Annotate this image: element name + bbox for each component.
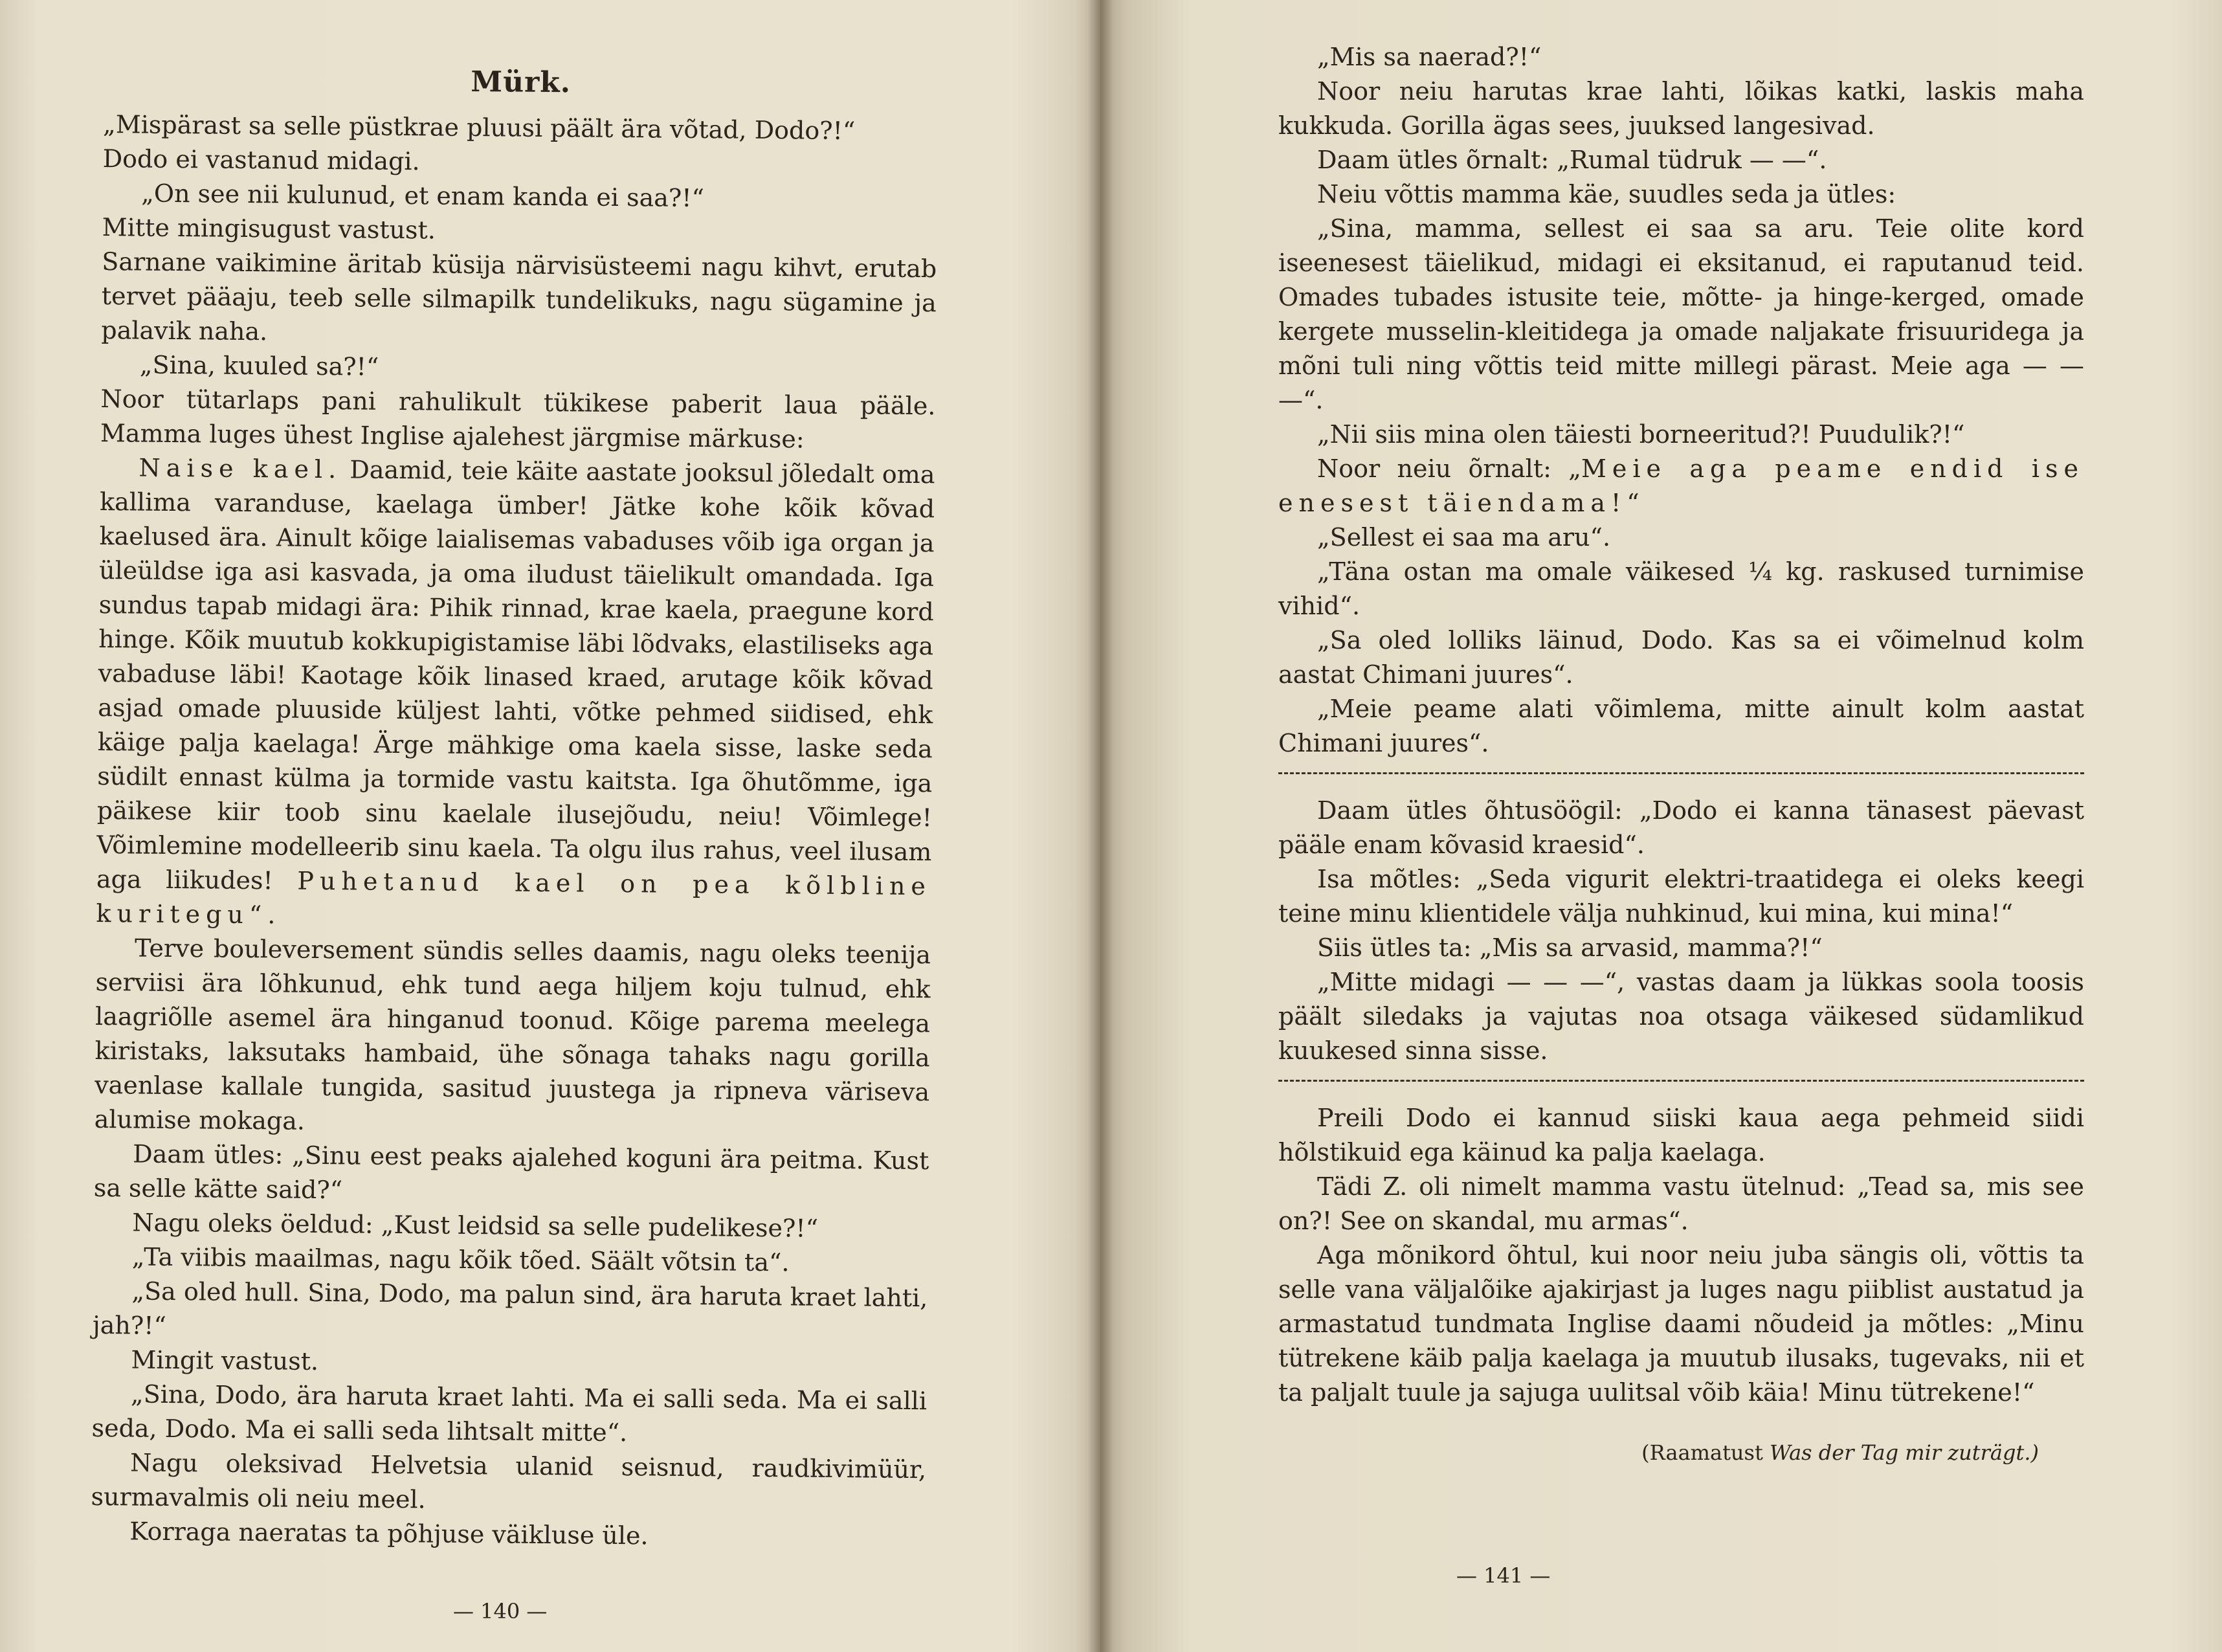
left-text-column — [91, 61, 939, 1556]
source-prefix: (Raamatust — [1641, 1440, 1763, 1465]
paragraph: „Sa oled hull. Sina, Dodo, ma palun sind, ära haruta kraet lahti, jah?!“ — [92, 1277, 928, 1340]
source-title: Was der Tag mir zuträgt.) — [1769, 1440, 2039, 1465]
dashed-separator — [1278, 772, 2084, 774]
paragraph: Mitte mingisugust vastust. — [102, 212, 436, 245]
source-citation — [1278, 1436, 2084, 1470]
left-page — [0, 0, 1100, 1652]
book-gutter — [1087, 0, 1113, 1652]
paragraph: „Nii siis mina olen täiesti borneeritud?! Puudulik?!“ — [1317, 420, 1965, 449]
paragraph: „Sina, Dodo, ära haruta kraet lahti. Ma ei salli seda. Ma ei salli seda, Dodo. Ma ei salli seda lihtsalt mitte“. — [91, 1379, 928, 1447]
paragraph: Mingit vastust. — [131, 1345, 319, 1376]
paragraph: „Sa oled lolliks läinud, Dodo. Kas sa ei võimelnud kolm aastat Chimani juures“. — [1278, 626, 2084, 689]
notice-body: Daamid, teie käite aastate jooksul jõledalt oma kallima varanduse, kaelaga ümber! Jätke kohe kõik kõvad kaelused ära. Ainult kõige laialisemas vabaduses võib iga organ ja üleüldse iga asi kasvada, ja oma iludust täielikult omandada. Iga sundus tapab midagi ära: Pihik rinnad, krae kaela, praegune kord hinge. Kõik muutub kokkupigistamise läbi lõdvaks, elastiliseks aga vabaduse läbi! Kaotage kõik linased kraed, arutage kõik kõvad asjad omade pluuside küljest lahti, võtke pehmed siidised, ehk käige palja kaelaga! Ärge mähkige oma kaela sisse, laske seda südilt ennast külma ja tormide vastu kaitsta. Iga õhutõmme, iga päikese kiir toob sinu kaelale ilusejõudu, neiu! Võimlege! Võimlemine modelleerib sinu kaela. Ta olgu ilus rahus, veel ilusam aga liikudes! — [96, 455, 935, 895]
text-prefix: Noor neiu õrnalt: „ — [1317, 454, 1581, 483]
paragraph: Noor tütarlaps pani rahulikult tükikese paberit laua pääle. Mamma luges ühest Inglise ajalehest järgmise märkuse: — [100, 384, 936, 454]
paragraph: „Mispärast sa selle püstkrae pluusi päält ära võtad, Dodo?!“ — [102, 109, 856, 146]
paragraph: Tädi Z. oli nimelt mamma vastu ütelnud: „Tead sa, mis see on?! See on skandal, mu armas“. — [1278, 1172, 2084, 1235]
paragraph: Siis ütles ta: „Mis sa arvasid, mamma?!“ — [1317, 933, 1823, 962]
paragraph: „Mitte midagi — — —“, vastas daam ja lükkas soola toosis päält siledaks ja vajutas noa otsaga väikesed südamlikud kuukesed sinna sisse. — [1278, 968, 2084, 1065]
paragraph: „Sina, kuuled sa?!“ — [139, 350, 379, 381]
paragraph: Sarnane vaikimine äritab küsija närvisüsteemi nagu kihvt, erutab tervet pääaju, teeb selle silmapilk tundelikuks, nagu sügamine ja palavik naha. — [101, 247, 937, 346]
newspaper-notice — [96, 451, 935, 938]
paragraph: „Sellest ei saa ma aru“. — [1317, 523, 1611, 552]
notice-ending: Puhetanud kael on pea kõlbline kuritegu“. — [96, 866, 932, 930]
paragraph: „On see nii kulunud, et enam kanda ei saa?!“ — [141, 179, 705, 213]
paragraph: Korraga naeratas ta põhjuse väikluse üle. — [129, 1517, 649, 1550]
right-text-column — [1278, 40, 2084, 1470]
paragraph: Nagu oleks öeldud: „Kust leidsid sa selle pudelikese?!“ — [132, 1208, 819, 1243]
spaced-text: Meie aga peame endid ise enesest täiendama! — [1278, 454, 2084, 517]
paragraph: Terve bouleversement sündis selles daamis, nagu oleks teenija serviisi ära lõhkunud, ehk tund aega hiljem koju tulnud, ehk laagriõlle asemel ära hinganud toonud. Kõige parema meelega kiristaks, laksutaks hambaid, ühe sõnaga tahaks nagu gorilla vaenlase kallale tungida, sasitud juustega ja ripneva väriseva alumise mokaga. — [94, 933, 931, 1135]
paragraph: Daam ütles õhtusöögil: „Dodo ei kanna tänasest päevast pääle enam kõvasid kraesid“. — [1278, 796, 2084, 859]
dashed-separator — [1278, 1080, 2084, 1082]
paragraph: „Mis sa naerad?!“ — [1317, 43, 1542, 71]
paragraph: Isa mõtles: „Seda vigurit elektri-traatidega ei oleks keegi teine minu klientidele välja nuhkinud, kui mina, kui mina!“ — [1278, 865, 2084, 928]
paragraph: „Täna ostan ma omale väikesed ¼ kg. raskused turnimise vihid“. — [1278, 557, 2084, 620]
paragraph: Neiu võttis mamma käe, suudles seda ja ütles: — [1317, 180, 1896, 208]
paragraph: Dodo ei vastanud midagi. — [102, 144, 420, 176]
paragraph: Preili Dodo ei kannud siiski kaua aega pehmeid siidi hõlstikuid ega käinud ka palja kaelaga. — [1278, 1104, 2084, 1166]
paragraph: „Meie peame alati võimlema, mitte ainult kolm aastat Chimani juures“. — [1278, 695, 2084, 757]
paragraph: „Ta viibis maailmas, nagu kõik tõed. Säält võtsin ta“. — [131, 1242, 790, 1277]
notice-title: Naise kael. — [139, 453, 342, 484]
page-number: — 141 — — [1456, 1563, 1551, 1588]
paragraph: Noor neiu harutas krae lahti, lõikas katki, laskis maha kukkuda. Gorilla ägas sees, juuksed langesivad. — [1278, 77, 2084, 140]
paragraph: Aga mõnikord õhtul, kui noor neiu juba sängis oli, võttis ta selle vana väljalõike ajakirjast ja luges nagu piiblist austatud ja armastatud tundmata Inglise daami nõudeid ja mõtles: „Minu tütrekene käib palja kaelaga ja muutub ilusaks, tugevaks, nii et ta paljalt tuule ja sajuga uulitsal võib käia! Minu tütrekene!“ — [1278, 1241, 2084, 1407]
page-number: — 140 — — [453, 1599, 548, 1624]
paragraph: Daam ütles õrnalt: „Rumal tüdruk — —“. — [1317, 146, 1827, 174]
right-page — [1100, 0, 2222, 1652]
chapter-title: Mürk. — [471, 65, 572, 100]
text-suffix: “ — [1627, 489, 1639, 517]
paragraph: Nagu oleksivad Helvetsia ulanid seisnud, raudkivimüür, surmavalmis oli neiu meel. — [91, 1448, 927, 1514]
paragraph: Daam ütles: „Sinu eest peaks ajalehed koguni ära peitma. Kust sa selle kätte said?“ — [93, 1139, 929, 1205]
paragraph: „Sina, mamma, sellest ei saa sa aru. Teie olite kord iseenesest täielikud, midagi ei eksitanud, ei raputanud teid. Omades tubades istusite teie, mõtte- ja hinge-kerged, omade kergete musselin-kleitidega ja omade naljakate frisuuridega ja mõni tuli ning võttis teid mitte millegi pärast. Meie aga — — —“. — [1278, 214, 2084, 414]
paragraph-spaced — [1278, 452, 2084, 520]
